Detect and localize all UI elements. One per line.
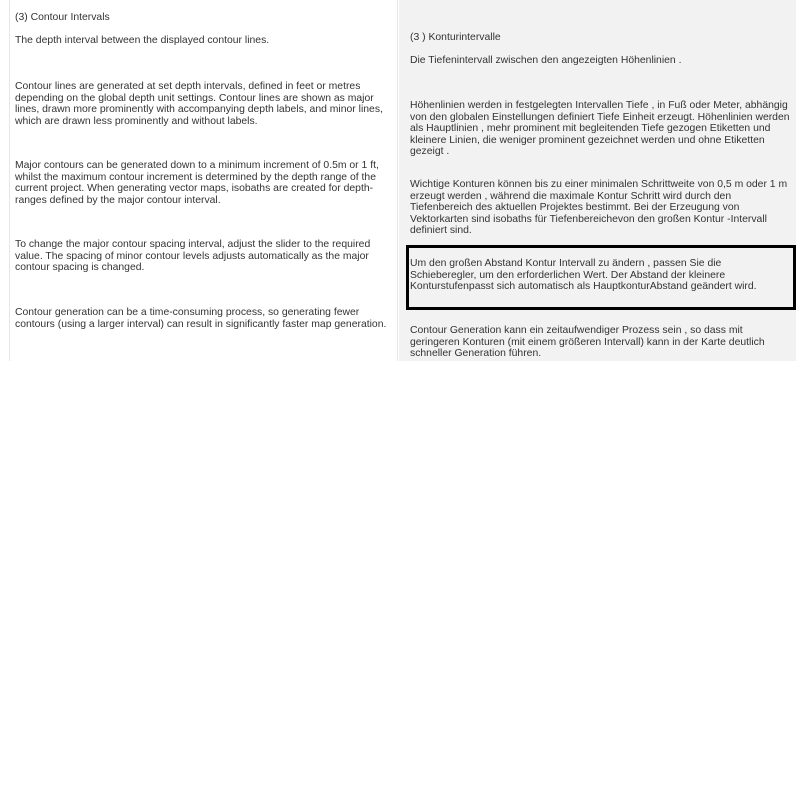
translation-title: (3 ) Konturintervalle: [410, 32, 501, 43]
source-segment-5[interactable]: Contour generation can be a time-consuming process, so generating fewer contours (using a larger interval) can result in significantly faster map generation.: [15, 307, 387, 330]
source-segment-2[interactable]: Contour lines are generated at set depth intervals, defined in feet or metres depending on the global depth unit settings. Contour lines are shown as major lines, drawn more prominently with accompanying depth labels, and minor lines, which are drawn less prominently and without labels.: [15, 81, 383, 127]
source-segment-4[interactable]: To change the major contour spacing interval, adjust the slider to the required value. The spacing of minor contour levels adjusts automatically as the major contour spacing is changed.: [15, 239, 371, 273]
translation-segment-3[interactable]: Wichtige Konturen können bis zu einer minimalen Schrittweite von 0,5 m oder 1 m erzeugt werden , während die maximale Kontur Schritt wird durch den Tiefenbereich des aktuellen Projektes bestimmt. Bei der Erzeugung von Vektorkarten sind isobaths für Tiefenbereichevon den großen Kontur -Intervall definiert sind.: [410, 179, 788, 236]
source-segment-3[interactable]: Major contours can be generated down to a minimum increment of 0.5m or 1 ft, whilst the maximum contour increment is determined by the depth range of the current project. When generating vector maps, isobaths are created for depth-ranges defined by the major contour interval.: [15, 160, 379, 206]
source-text-panel: [9, 0, 398, 361]
source-segment-1[interactable]: The depth interval between the displayed contour lines.: [15, 35, 270, 46]
source-title: (3) Contour Intervals: [15, 12, 110, 23]
translation-segment-2[interactable]: Höhenlinien werden in festgelegten Intervallen Tiefe , in Fuß oder Meter, abhängig von den globalen Einstellungen definiert Tiefe Einheit erzeugt. Höhenlinien werden als Hauptlinien , mehr prominent mit begleitenden Tiefe gezogen Etiketten und kleinere Linien, die weniger prominent gezeichnet werden und ohne Etiketten gezeigt .: [410, 100, 790, 157]
translation-segment-5[interactable]: Contour Generation kann ein zeitaufwendiger Prozess sein , so dass mit geringeren Konturen (mit einem größeren Intervall) kann in der Karte deutlich schneller Generation führen.: [410, 325, 765, 359]
active-segment-highlight: [406, 245, 796, 310]
translation-segment-1[interactable]: Die Tiefenintervall zwischen den angezeigten Höhenlinien .: [410, 55, 682, 66]
translation-segment-4[interactable]: Um den großen Abstand Kontur Intervall zu ändern , passen Sie die Schieberegler, um den erforderlichen Wert. Der Abstand der kleinere Konturstufenpasst sich automatisch als HauptkonturAbstand geändert wird.: [410, 258, 757, 292]
